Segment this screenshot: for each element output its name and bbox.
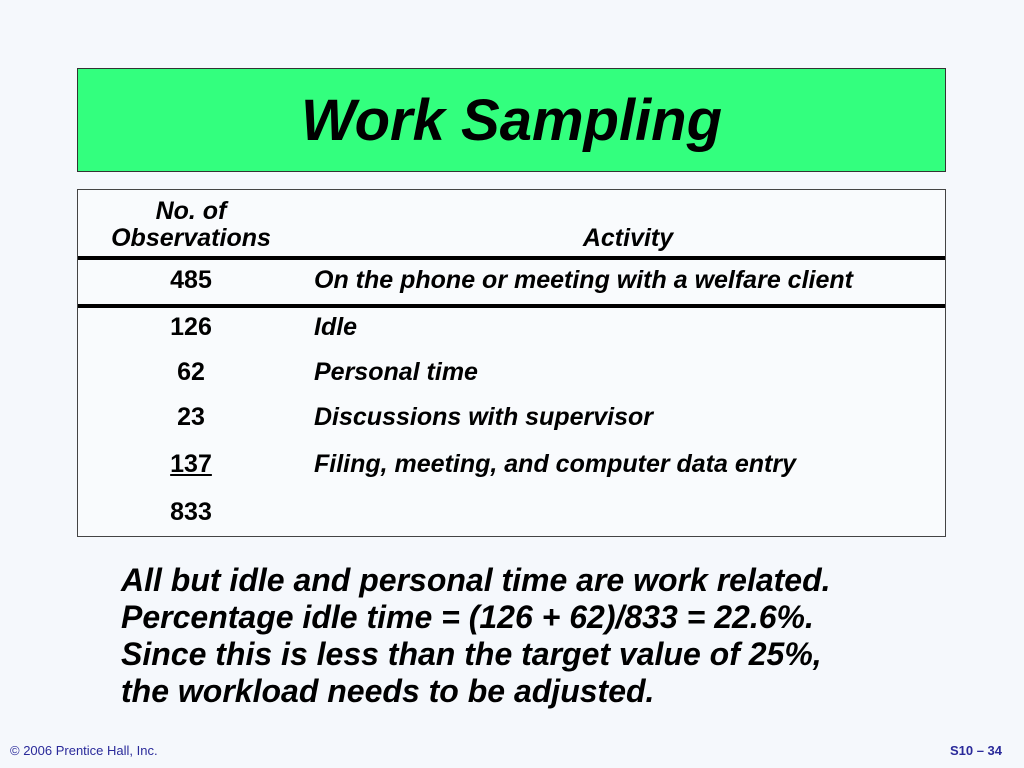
activity-label: On the phone or meeting with a welfare client xyxy=(314,266,853,294)
header-observations-line2: Observations xyxy=(111,224,271,252)
observation-count: 137 xyxy=(170,450,212,478)
work-sampling-table xyxy=(77,189,946,537)
table-row xyxy=(78,358,945,388)
slide-title: Work Sampling xyxy=(300,87,723,153)
activity-label: Filing, meeting, and computer data entry xyxy=(314,450,797,478)
title-banner xyxy=(77,68,946,172)
header-observations xyxy=(78,198,304,252)
header-activity: Activity xyxy=(582,224,674,252)
observation-count: 485 xyxy=(170,266,212,294)
table-row xyxy=(78,450,945,480)
header-rule xyxy=(78,256,945,260)
conclusion-line-1: All but idle and personal time are work related. xyxy=(121,562,831,598)
highlight-rule xyxy=(78,304,945,308)
header-observations-line1: No. of xyxy=(155,197,227,225)
table-row xyxy=(78,266,945,296)
slide-number: S10 – 34 xyxy=(949,743,1002,758)
table-total-row xyxy=(78,498,945,528)
observation-count: 126 xyxy=(170,313,212,341)
conclusion-line-3: Since this is less than the target value of 25%, xyxy=(121,636,822,672)
conclusion-line-2: Percentage idle time = (126 + 62)/833 = 22.6%. xyxy=(121,599,814,635)
copyright-footer: © 2006 Prentice Hall, Inc. xyxy=(10,743,158,758)
observation-count: 62 xyxy=(177,358,205,386)
table-row xyxy=(78,313,945,343)
conclusion-text xyxy=(121,562,981,710)
activity-label: Personal time xyxy=(314,358,478,386)
conclusion-line-4: the workload needs to be adjusted. xyxy=(121,673,655,709)
activity-label: Discussions with supervisor xyxy=(314,403,653,431)
total-count: 833 xyxy=(170,498,212,526)
observation-count: 23 xyxy=(177,403,205,431)
table-row xyxy=(78,403,945,433)
activity-label: Idle xyxy=(314,313,358,341)
